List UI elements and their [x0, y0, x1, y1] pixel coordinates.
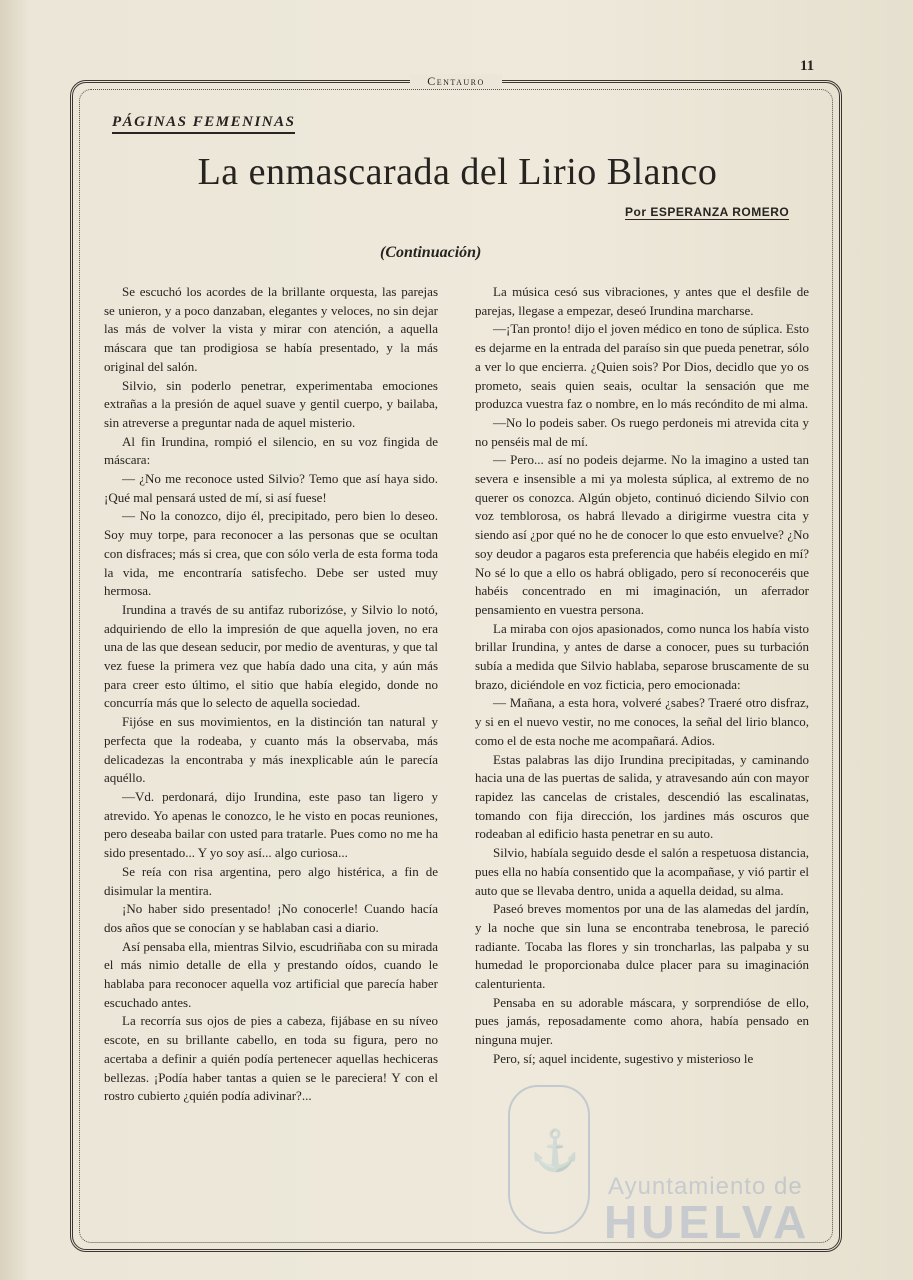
paragraph: ¡No haber sido presentado! ¡No conocerle! Cuando hacía dos años que se conocían y se hablaban casi a diario.	[104, 901, 438, 935]
section-heading: PÁGINAS FEMENINAS	[112, 114, 295, 134]
right-column	[475, 283, 809, 1069]
running-head: Centauro	[410, 74, 502, 89]
paragraph: La música cesó sus vibraciones, y antes que el desfile de parejas, llegase a empezar, deseó Irundina marcharse.	[475, 284, 809, 318]
paragraph: Al fin Irundina, rompió el silencio, en su voz fingida de máscara:	[104, 433, 438, 468]
byline: Por ESPERANZA ROMERO	[625, 205, 790, 219]
paragraph: Paseó breves momentos por una de las alamedas del jardín, y la noche que sin luna se encontraba tenebrosa, le pareció radiante. Tocaba las flores y sin troncharlas, las palpaba y su humedad le proporcionaba dulce placer para su imaginación calenturienta.	[475, 901, 809, 992]
paragraph: Así pensaba ella, mientras Silvio, escudriñaba con su mirada el más nimio detalle de ella y prestando oídos, cuando le hablaba para reconocer aquella voz artificial que parecía haber escuchado antes.	[104, 938, 438, 1010]
watermark-line1: Ayuntamiento de	[608, 1173, 803, 1200]
library-watermark	[508, 1085, 833, 1248]
paragraph: — ¿No me reconoce usted Silvio? Temo que así haya sido. ¡Qué mal pensará usted de mí, si así fuese!	[104, 471, 438, 505]
paragraph: Fijóse en sus movimientos, en la distinción tan natural y perfecta que la rodeaba, y cuanto más la observaba, más delicadezas la encontraba y más inexplicable aún le parecía aquéllo.	[104, 714, 438, 786]
paragraph: —Vd. perdonará, dijo Irundina, este paso tan ligero y atrevido. Yo apenas le conozco, le he visto en pocas reuniones, pero deseaba bailar con usted para tratarle. Pues como no me ha sido presentado... Y yo soy así... algo curiosa...	[104, 788, 438, 861]
paragraph: Estas palabras las dijo Irundina precipitadas, y caminando hacia una de las puertas de salida, y atravesando aún con mayor rapidez las cancelas de cristales, descendió las escalinatas, tomando con fija dirección, los jardines más oscuros que rodeaban al edificio hasta penetrar en su auto.	[475, 751, 809, 842]
paragraph: — Mañana, a esta hora, volveré ¿sabes? Traeré otro disfraz, y si en el nuevo vestir, no me conoces, la señal del lirio blanco, como el de esta noche me acompañará. Adios.	[475, 695, 809, 748]
paragraph: Pensaba en su adorable máscara, y sorprendióse de ello, pues jamás, reposadamente como ahora, había pensado en ninguna mujer.	[475, 994, 809, 1048]
left-column	[104, 283, 438, 1106]
paragraph: La miraba con ojos apasionados, como nunca los había visto brillar Irundina, y antes de darse a conocer, pues su turbación subía a medida que Silvio hablaba, separose bruscamente de su brazo, diciéndole en voz ficticia, pero emocionada:	[475, 620, 809, 692]
page-number: 11	[800, 58, 815, 74]
paragraph: Se escuchó los acordes de la brillante orquesta, las parejas se unieron, y a poco danzaban, elegantes y veloces, no sin dejar las más de volver la vista y mirar con atención, a aquella máscara que tan prodigiosa se había presentado, y la más original del salón.	[104, 284, 438, 374]
paragraph: Silvio, sin poderlo penetrar, experimentaba emociones extrañas a la presión de aquel suave y gentil cuerpo, y bailaba, sin atreverse a preguntar nada de aquel misterio.	[104, 377, 438, 430]
watermark-line2: HUELVA	[604, 1196, 811, 1248]
paragraph: Pero, sí; aquel incidente, sugestivo y misterioso le	[493, 1050, 754, 1066]
paragraph: —¡Tan pronto! dijo el joven médico en tono de súplica. Esto es dejarme en la entrada del paraíso sin que pueda penetrar, sólo a ver lo que encierra. ¿Quien sois? Por Dios, decidlo que yo os prometo, seais quien seais, ocultar la sensación que me produzca vuestra faz o nombre, en lo más recóndito de mi alma.	[475, 321, 809, 412]
coat-of-arms-icon: ⚓	[508, 1085, 590, 1234]
paragraph: Irundina a través de su antifaz ruborizóse, y Silvio lo notó, adquiriendo de ello la impresión de que aquella joven, no era una de las que desean seducir, por medio de aventuras, y que tal vez fuese la primera vez que había dado una cita, y aún más para creer esto último, el sitio que había elegido, donde no concurría más que lo selecto de aquella sociedad.	[104, 601, 438, 711]
article-title: La enmascarada del Lirio Blanco	[197, 151, 718, 193]
paragraph: —No lo podeis saber. Os ruego perdoneis mi atrevida cita y no penséis mal de mí.	[475, 414, 809, 449]
paragraph: — Pero... así no podeis dejarme. No la imagino a usted tan severa e insensible a mi ya molesta súplica, al extremo de no querer os conozca. Algún objeto, continuó diciendo Silvio con voz temblorosa, os habrá llevado a dirigirme vuestra cita y siendo así ¿por qué no he de conocer lo que esto envuelve? ¿No soy deudor a pagaros esta preferencia que habéis elegido en mí? No sé lo que a ello os habrá obligado, pero sí reconoceréis que habéis concentrado en mi imaginación, un aferrador pensamiento en vuestra persona.	[475, 452, 809, 617]
continuation-label: (Continuación)	[380, 244, 482, 261]
paragraph: — No la conozco, dijo él, precipitado, pero bien lo deseo. Soy muy torpe, para reconocer a las personas que se ocultan con disfraces; más si crea, que con sólo verla de esta forma toda la vida, me encontraría satisfecho. Debe ser usted muy hermosa.	[104, 508, 438, 599]
paragraph: Se reía con risa argentina, pero algo histérica, a fin de disimular la mentira.	[104, 863, 438, 898]
paragraph: La recorría sus ojos de pies a cabeza, fijábase en su níveo escote, en su brillante cabello, en toda su figura, pero no acertaba a definir a quién podía pertenecer aquellas hechiceras bellezas. ¡Podía haber tantas a quien se le pareciera! Y con el rostro cubierto ¿quién podía adivinar?...	[104, 1013, 438, 1104]
paragraph: Silvio, habíala seguido desde el salón a respetuosa distancia, pues ella no había consentido que la acompañase, y vió partir el auto que se llevaba dentro, unida a aquella deidad, su alma.	[475, 845, 809, 898]
